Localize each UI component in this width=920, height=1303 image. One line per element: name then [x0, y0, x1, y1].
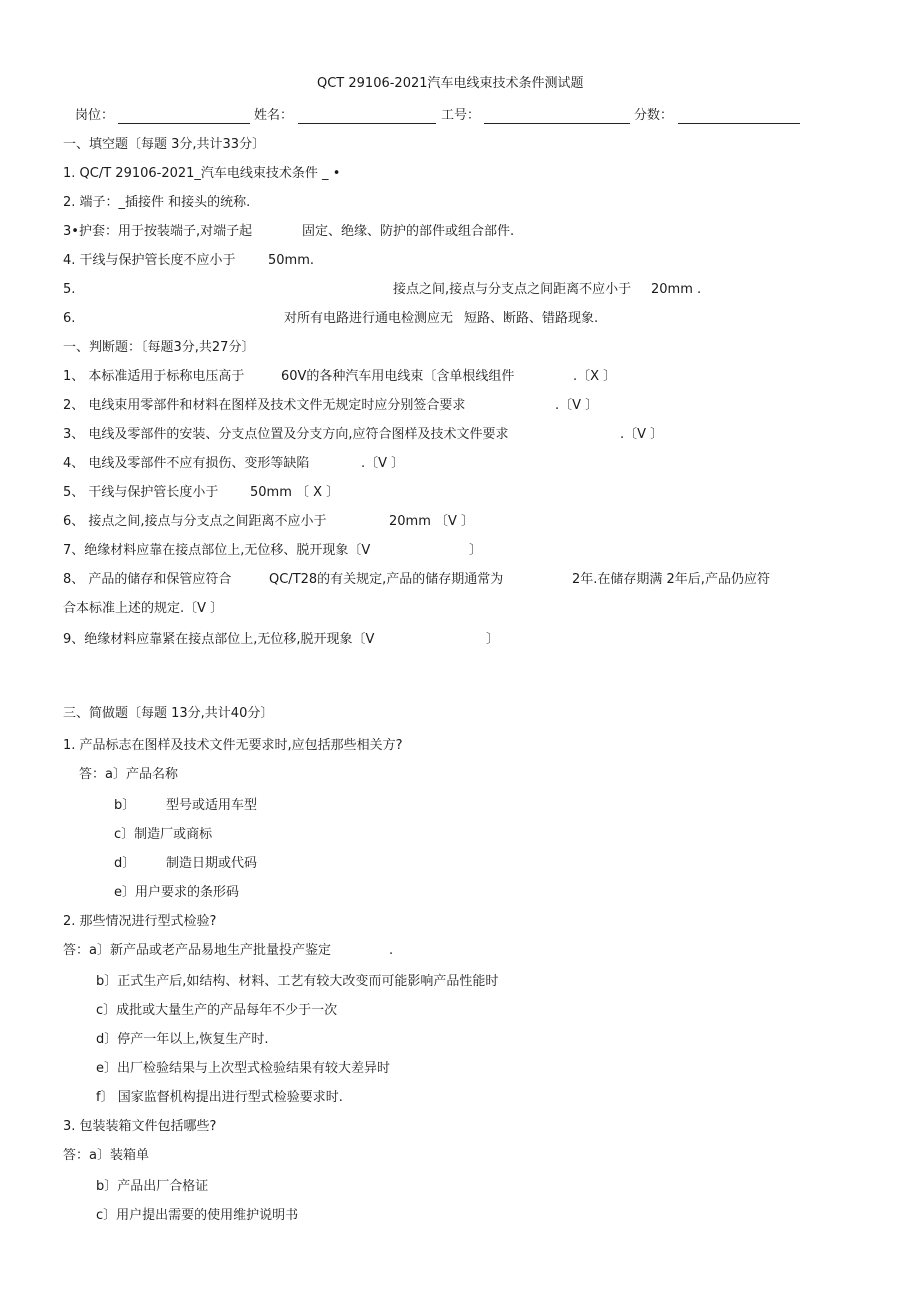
- fill-section-heading: 一、填空题〔每题 3分,共计33分〕: [63, 137, 266, 152]
- fill-question-4-part-a: 4. 干线与保护管长度不应小于: [63, 253, 236, 268]
- fill-question-4-part-b: 50mm.: [268, 253, 315, 268]
- short-answer-1c: c〕制造厂或商标: [114, 827, 213, 842]
- fill-question-2: 2. 端子：_插接件 和接头的统称.: [63, 195, 251, 210]
- judge-item-9-text: 9、绝缘材料应靠紧在接点部位上,无位移,脱开现象〔V: [63, 632, 375, 647]
- short-question-1: 1. 产品标志在图样及技术文件无要求时,应包括那些相关方?: [63, 738, 403, 753]
- judge-item-8-continuation: 合本标准上述的规定.〔V 〕: [63, 601, 224, 616]
- short-answer-3c: c〕用户提出需要的使用维护说明书: [96, 1208, 299, 1223]
- short-answer-2b: b〕正式生产后,如结构、材料、工艺有较大改变而可能影响产品性能时: [96, 974, 499, 989]
- score-field-line[interactable]: [678, 123, 800, 124]
- short-answer-1a: 答：a〕产品名称: [79, 767, 178, 782]
- fill-question-5-part-b: 20mm .: [651, 282, 702, 297]
- judge-item-5-answer: 50mm 〔 X 〕: [250, 485, 340, 500]
- judge-item-2-answer: .〔V 〕: [555, 398, 599, 413]
- short-answer-3b: b〕产品出厂合格证: [96, 1179, 209, 1194]
- judge-item-8-part-c: 2年.在储存期满 2年后,产品仍应符: [572, 572, 770, 587]
- id-label: 工号：: [441, 108, 481, 123]
- short-question-2: 2. 那些情况进行型式检验?: [63, 914, 217, 929]
- short-answer-1b-text: 型号或适用车型: [166, 798, 258, 813]
- fill-question-6-part-a: 对所有电路进行通电检测应无: [284, 311, 454, 326]
- short-answer-1b-marker: b〕: [114, 798, 136, 813]
- judge-section-heading: 一、判断题：〔每题3分,共27分〕: [63, 340, 255, 355]
- judge-item-8-part-b: QC/T28的有关规定,产品的储存期通常为: [269, 572, 504, 587]
- judge-item-8-part-a: 8、 产品的储存和保管应符合: [63, 572, 232, 587]
- post-field-line[interactable]: [118, 123, 250, 124]
- short-answer-2d: d〕停产一年以上,恢复生产时.: [96, 1032, 269, 1047]
- judge-item-7-text: 7、绝缘材料应靠在接点部位上,无位移、脱开现象〔V: [63, 543, 371, 558]
- judge-item-5-text: 5、 干线与保护管长度小于: [63, 485, 219, 500]
- fill-question-3-part-a: 3•护套：用于按装端子,对端子起: [63, 224, 253, 239]
- judge-item-7-bracket: 〕: [469, 543, 483, 558]
- short-answer-3a: 答：a〕装箱单: [63, 1148, 149, 1163]
- judge-item-3-text: 3、 电线及零部件的安装、分支点位置及分支方向,应符合图样及技术文件要求: [63, 427, 509, 442]
- fill-question-6-number: 6.: [63, 311, 76, 326]
- judge-item-1-part-b: 60V的各种汽车用电线束〔含单根线组件: [281, 369, 515, 384]
- name-field-line[interactable]: [298, 123, 436, 124]
- judge-item-4-text: 4、 电线及零部件不应有损伤、变形等缺陷: [63, 456, 310, 471]
- judge-item-9-bracket: 〕: [486, 632, 500, 647]
- fill-question-3-part-b: 固定、绝缘、防护的部件或组合部件.: [302, 224, 515, 239]
- judge-item-1-part-a: 1、 本标准适用于标称电压高于: [63, 369, 245, 384]
- short-answer-2c: c〕成批或大量生产的产品每年不少于一次: [96, 1003, 338, 1018]
- judge-item-1-answer: .〔X 〕: [573, 369, 617, 384]
- fill-question-6-part-b: 短路、断路、错路现象.: [464, 311, 599, 326]
- short-answer-2a: 答：a〕新产品或老产品易地生产批量投产鉴定: [63, 943, 331, 958]
- short-answer-1e: e〕用户要求的条形码: [114, 885, 239, 900]
- short-answer-1d-marker: d〕: [114, 856, 136, 871]
- judge-item-6-text: 6、 接点之间,接点与分支点之间距离不应小于: [63, 514, 327, 529]
- short-section-heading: 三、简做题〔每题 13分,共计40分〕: [63, 706, 274, 721]
- fill-question-1: 1. QC/T 29106-2021_汽车电线束技术条件 _ •: [63, 166, 341, 181]
- judge-item-3-answer: .〔V 〕: [620, 427, 664, 442]
- id-field-line[interactable]: [484, 123, 630, 124]
- short-answer-2a-dot: .: [389, 943, 394, 958]
- short-answer-2f: f〕 国家监督机构提出进行型式检验要求时.: [96, 1090, 343, 1105]
- judge-item-2-text: 2、 电线束用零部件和材料在图样及技术文件无规定时应分别签合要求: [63, 398, 466, 413]
- post-label: 岗位：: [75, 108, 115, 123]
- name-label: 姓名：: [254, 108, 294, 123]
- short-question-3: 3. 包装装箱文件包括哪些?: [63, 1119, 217, 1134]
- short-answer-2e: e〕出厂检验结果与上次型式检验结果有较大差异时: [96, 1061, 390, 1076]
- fill-question-5-number: 5.: [63, 282, 76, 297]
- judge-item-6-answer: 20mm 〔V 〕: [389, 514, 475, 529]
- document-title: QCT 29106-2021汽车电线束技术条件测试题: [317, 76, 584, 91]
- short-answer-1d-text: 制造日期或代码: [166, 856, 258, 871]
- score-label: 分数：: [634, 108, 674, 123]
- judge-item-4-answer: .〔V 〕: [361, 456, 405, 471]
- fill-question-5-part-a: 接点之间,接点与分支点之间距离不应小于: [393, 282, 632, 297]
